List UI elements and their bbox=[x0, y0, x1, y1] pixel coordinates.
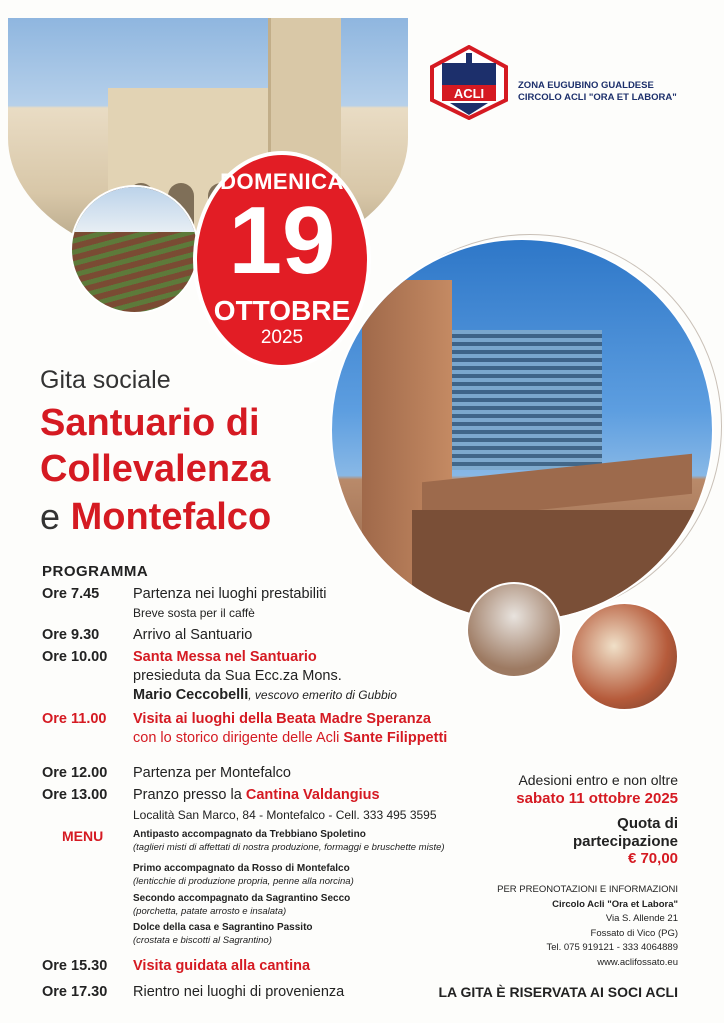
fee-label-line2: partecipazione bbox=[572, 833, 678, 850]
program-sub2 bbox=[133, 686, 397, 704]
org-circle: CIRCOLO ACLI "ORA ET LABORA" bbox=[518, 92, 677, 103]
event-subtitle: Gita sociale bbox=[40, 366, 171, 394]
date-badge bbox=[197, 155, 367, 365]
program-time: Ore 10.00 bbox=[42, 649, 108, 665]
guide-intro: con lo storico dirigente delle Acli bbox=[133, 730, 344, 746]
sanctuary-photo bbox=[330, 238, 714, 622]
menu-item bbox=[133, 893, 493, 918]
vineyard-photo bbox=[70, 185, 199, 314]
program-sub: Breve sosta per il caffè bbox=[133, 606, 255, 620]
info-website: www.aclifossato.eu bbox=[597, 956, 678, 968]
bishop-title: , vescovo emerito di Gubbio bbox=[248, 688, 397, 702]
chapel-photo bbox=[570, 602, 679, 711]
fee-label-line1: Quota di bbox=[617, 815, 678, 832]
interior-photo bbox=[466, 582, 562, 678]
menu-note: (taglieri misti di affettati di nostra produzione, formaggi e bruschette miste) bbox=[133, 841, 445, 853]
date-year: 2025 bbox=[260, 327, 304, 348]
program-text: Arrivo al Santuario bbox=[133, 627, 253, 643]
program-time: Ore 11.00 bbox=[42, 711, 107, 727]
program-text: Partenza nei luoghi prestabiliti bbox=[133, 586, 327, 602]
date-number: 19 bbox=[228, 187, 336, 294]
menu-note: (lenticchie di produzione propria, penne alla norcina) bbox=[133, 875, 354, 887]
org-zone: ZONA EUGUBINO GUALDESE bbox=[518, 80, 654, 91]
date-day: DOMENICA bbox=[220, 169, 344, 194]
registration-label: Adesioni entro e non oltre bbox=[518, 772, 678, 788]
info-heading: PER PREONOTAZIONI E INFORMAZIONI bbox=[497, 884, 678, 895]
menu-item bbox=[133, 863, 493, 888]
menu-heading: MENU bbox=[62, 828, 104, 844]
program-text: Visita guidata alla cantina bbox=[133, 958, 311, 974]
menu-dish: Antipasto accompagnato da Trebbiano Spoletino bbox=[133, 829, 366, 840]
logo-acronym: ACLI bbox=[453, 86, 485, 101]
program-time: Ore 9.30 bbox=[42, 627, 100, 643]
fee-label bbox=[573, 815, 678, 851]
date-month: OTTOBRE bbox=[213, 295, 351, 326]
registration-deadline: sabato 11 ottobre 2025 bbox=[516, 790, 678, 807]
title-montefalco: Montefalco bbox=[70, 496, 272, 538]
program-text bbox=[133, 786, 380, 804]
program-sub: presieduta da Sua Ecc.za Mons. bbox=[133, 668, 342, 684]
contact-info bbox=[497, 883, 678, 970]
title-line1: Santuario di bbox=[40, 402, 260, 444]
title-line2: Collevalenza bbox=[40, 448, 271, 490]
fee-price: € 70,00 bbox=[627, 850, 678, 867]
menu-item bbox=[133, 829, 493, 854]
program-text: Partenza per Montefalco bbox=[133, 765, 291, 781]
info-phone: Tel. 075 919121 - 333 4064889 bbox=[546, 942, 678, 953]
program-time: Ore 13.00 bbox=[42, 787, 108, 803]
info-city: Fossato di Vico (PG) bbox=[590, 927, 678, 939]
lunch-intro: Pranzo presso la bbox=[133, 787, 246, 803]
menu-note: (porchetta, patate arrosto e insalata) bbox=[133, 905, 287, 917]
program-text: Santa Messa nel Santuario bbox=[133, 649, 317, 665]
program-sub bbox=[133, 729, 447, 747]
info-address: Via S. Allende 21 bbox=[605, 913, 678, 924]
title-line3 bbox=[40, 496, 271, 539]
winery-name: Cantina Valdangius bbox=[245, 787, 380, 803]
bishop-name: Mario Ceccobelli bbox=[133, 687, 249, 703]
members-notice: LA GITA È RISERVATA AI SOCI ACLI bbox=[438, 984, 678, 1000]
acli-logo bbox=[430, 45, 508, 120]
menu-dish: Dolce della casa e Sagrantino Passito bbox=[133, 922, 313, 933]
program-heading: PROGRAMMA bbox=[42, 563, 149, 580]
program-time: Ore 15.30 bbox=[42, 958, 108, 974]
menu-note: (crostata e biscotti al Sagrantino) bbox=[133, 934, 272, 946]
program-time: Ore 7.45 bbox=[42, 586, 100, 602]
program-text: Visita ai luoghi della Beata Madre Speranza bbox=[133, 711, 431, 727]
program-time: Ore 12.00 bbox=[42, 765, 108, 781]
program-sub: Località San Marco, 84 - Montefalco - Cell. 333 495 3595 bbox=[133, 808, 437, 822]
organization-name bbox=[518, 80, 677, 104]
program-text: Rientro nei luoghi di provenienza bbox=[133, 984, 345, 1000]
info-org: Circolo Acli "Ora et Labora" bbox=[552, 898, 678, 910]
menu-dish: Primo accompagnato da Rosso di Montefalco bbox=[133, 863, 350, 874]
menu-item bbox=[133, 922, 493, 947]
title-conjunction: e bbox=[40, 496, 61, 537]
program-time: Ore 17.30 bbox=[42, 984, 108, 1000]
menu-dish: Secondo accompagnato da Sagrantino Secco bbox=[133, 893, 351, 904]
guide-name: Sante Filippetti bbox=[343, 730, 448, 746]
